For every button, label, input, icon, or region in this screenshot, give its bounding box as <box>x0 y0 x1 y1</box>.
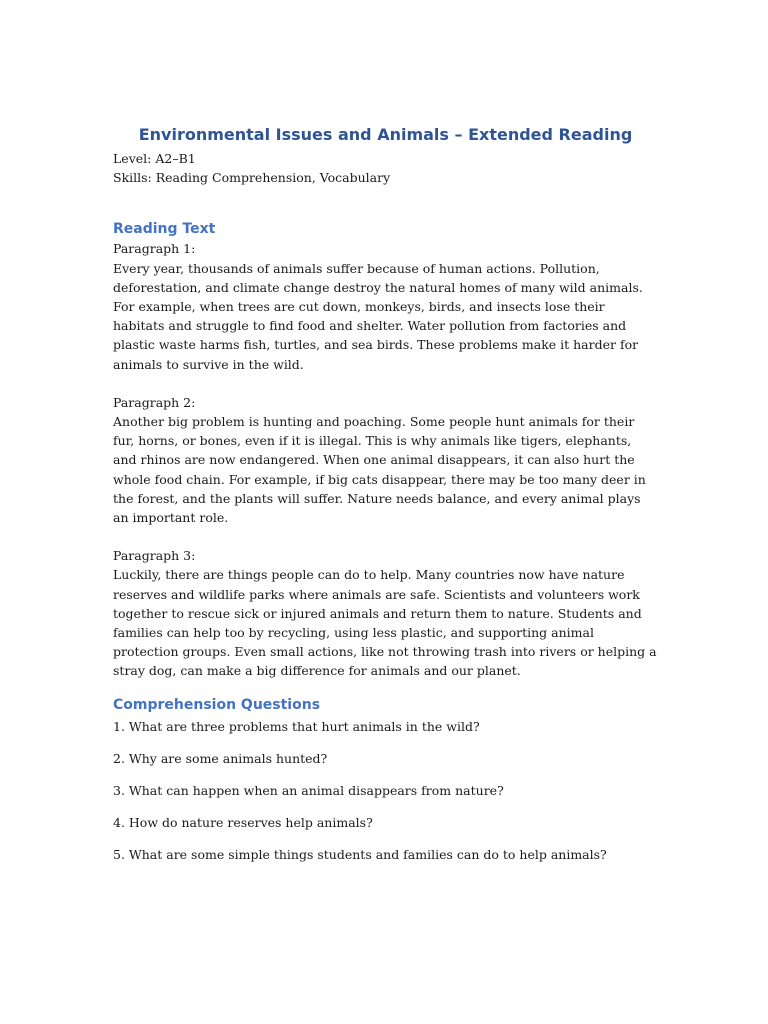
paragraph-1 <box>113 239 658 373</box>
paragraph-text: Another big problem is hunting and poaching. Some people hunt animals for their fur, horns, or bones, even if it is illegal. This is why animals like tigers, elephants, and rhinos are now endangered. When one animal disappears, it can also hurt the whole food chain. For example, if big cats disappear, there may be too many deer in the forest, and the plants will suffer. Nature needs balance, and every animal plays an important role. <box>113 414 646 526</box>
level-line: Level: A2–B1 <box>113 151 196 166</box>
document-title: Environmental Issues and Animals – Extended Reading <box>138 125 633 144</box>
question-list <box>113 717 658 864</box>
skills-line: Skills: Reading Comprehension, Vocabulary <box>113 170 391 186</box>
paragraph-3 <box>113 546 658 680</box>
paragraph-2 <box>113 393 658 527</box>
question-item: 3. What can happen when an animal disappears from nature? <box>113 782 504 798</box>
comprehension-questions-heading: Comprehension Questions <box>113 696 321 713</box>
question-item: 4. How do nature reserves help animals? <box>113 814 373 830</box>
question-item: 5. What are some simple things students and families can do to help animals? <box>113 846 607 862</box>
paragraph-text: Every year, thousands of animals suffer because of human actions. Pollution, deforestation, and climate change destroy the natural homes of many wild animals. For example, when trees are cut down, monkeys, birds, and insects lose their habitats and struggle to find food and shelter. Water pollution from factories and plastic waste harms fish, turtles, and sea birds. These problems make it harder for animals to survive in the wild. <box>113 260 643 372</box>
paragraph-text: Luckily, there are things people can do to help. Many countries now have nature reserves and wildlife parks where animals are safe. Scientists and volunteers work together to rescue sick or injured animals and return them to nature. Students and families can help too by recycling, using less plastic, and supporting animal protection groups. Even small actions, like not throwing trash into rivers or helping a stray dog, can make a big difference for animals and our planet. <box>113 567 657 679</box>
paragraph-label: Paragraph 3: <box>113 548 196 564</box>
paragraph-label: Paragraph 2: <box>113 394 196 410</box>
document-content <box>113 124 658 877</box>
paragraph-label: Paragraph 1: <box>113 241 196 257</box>
question-item: 2. Why are some animals hunted? <box>113 750 328 766</box>
question-item: 1. What are three problems that hurt animals in the wild? <box>113 718 480 734</box>
reading-text-heading: Reading Text <box>113 221 216 238</box>
